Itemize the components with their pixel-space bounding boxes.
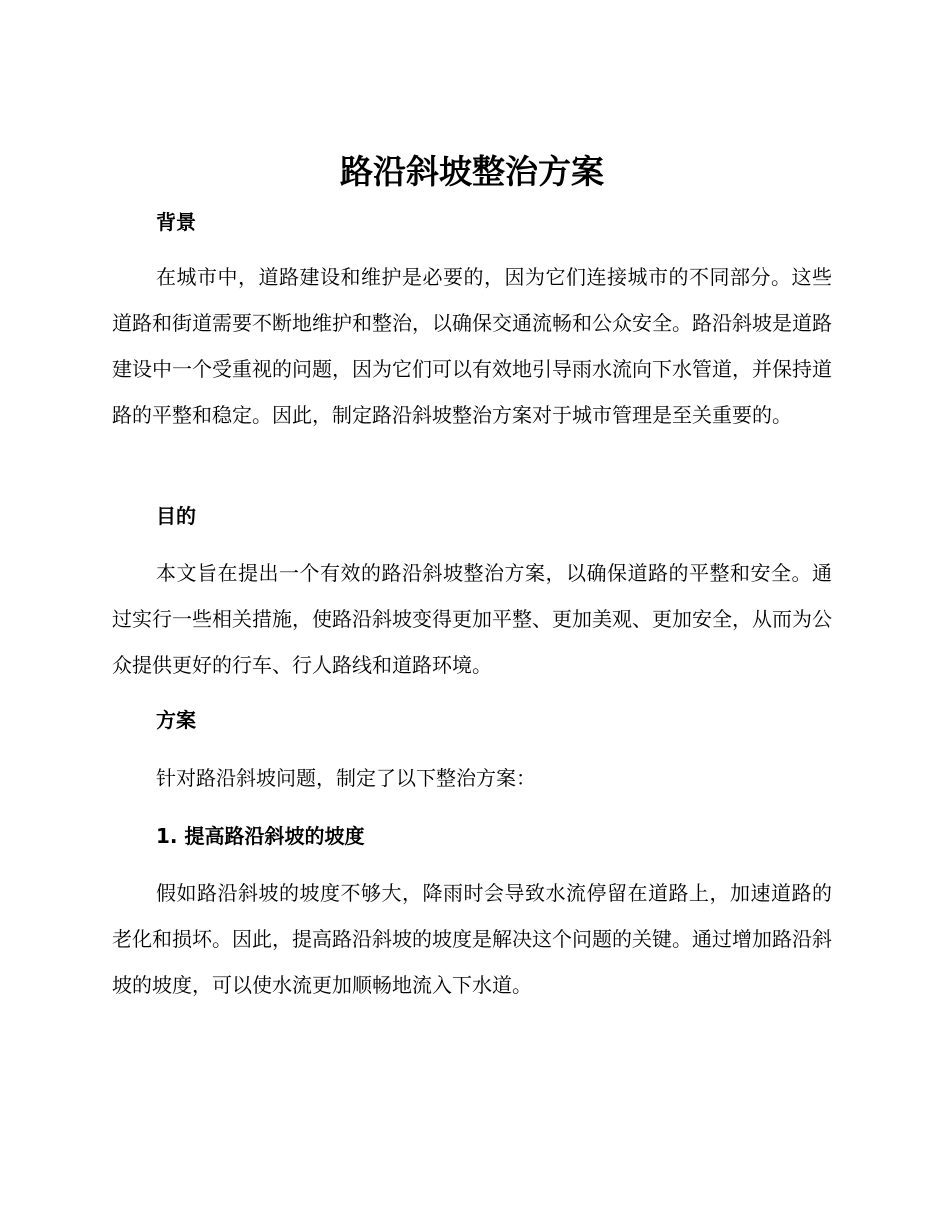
section-paragraph-purpose: 本文旨在提出一个有效的路沿斜坡整治方案，以确保道路的平整和安全。通过实行一些相关措施，使路沿斜坡变得更加平整、更加美观、更加安全，从而为公众提供更好的行车、行人路线和道路环境。: [112, 561, 832, 677]
section-paragraph-raise-slope: 假如路沿斜坡的坡度不够大，降雨时会导致水流停留在道路上，加速道路的老化和损坏。因此，提高路沿斜坡的坡度是解决这个问题的关键。通过增加路沿斜坡的坡度，可以使水流更加顺畅地流入下水道。: [112, 881, 832, 997]
section-heading-plan: 方案: [156, 708, 196, 732]
section-paragraph-plan: 针对路沿斜坡问题，制定了以下整治方案：: [156, 766, 536, 790]
section-heading-purpose: 目的: [156, 504, 196, 528]
section-heading-background: 背景: [156, 210, 196, 234]
section-heading-raise-slope: 1. 提高路沿斜坡的坡度: [156, 824, 365, 848]
section-paragraph-background: 在城市中，道路建设和维护是必要的，因为它们连接城市的不同部分。这些道路和街道需要不断地维护和整治，以确保交通流畅和公众安全。路沿斜坡是道路建设中一个受重视的问题，因为它们可以有效地引导雨水流向下水管道，并保持道路的平整和稳定。因此，制定路沿斜坡整治方案对于城市管理是至关重要的。: [112, 265, 832, 427]
document-title: 路沿斜坡整治方案: [340, 152, 604, 191]
